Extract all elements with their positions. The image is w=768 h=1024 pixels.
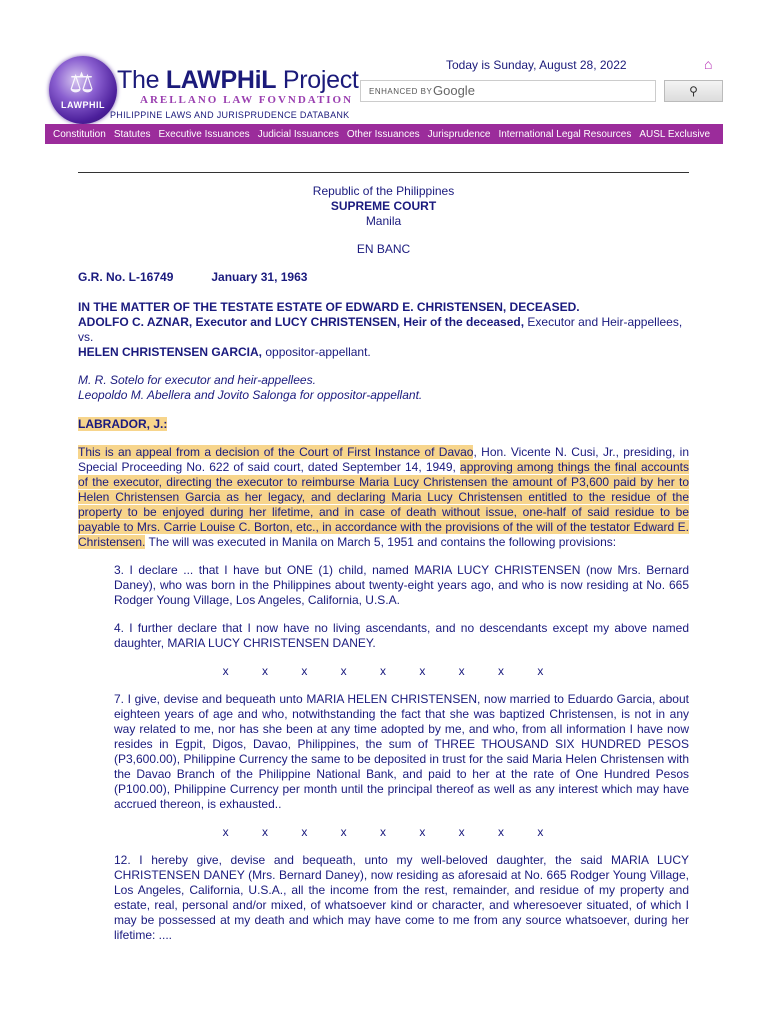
counsel-appellant: Leopoldo M. Abellera and Jovito Salonga for oppositor-appellant. bbox=[78, 388, 423, 402]
divider bbox=[78, 172, 689, 173]
nav-item-executive-issuances[interactable]: Executive Issuances bbox=[158, 128, 250, 140]
search-button[interactable] bbox=[664, 80, 723, 102]
provision-12: 12. I hereby give, devise and bequeath, unto my well-beloved daughter, the said MARIA LUCY CHRISTENSEN DANEY (Mrs. Bernard Daney), now residing as aforesaid at No. 665 Rodger Young Village, Los Angeles, California, U.S.A., all the income from the rest, remainder, and residue of my property and estate, real, personal and/or mixed, of whatsoever kind or character, and wheresoever situated, of which I may be possessed at my death and which may have come to me from any source whatsoever, during her lifetime: .... bbox=[114, 853, 689, 942]
ellipsis-separator: x x x x x x x x x bbox=[222, 664, 545, 678]
google-label: Google bbox=[433, 83, 475, 98]
logo-label: LAWPHIL bbox=[61, 100, 105, 110]
appellant-role: oppositor-appellant. bbox=[262, 345, 371, 359]
nav-item-other-issuances[interactable]: Other Issuances bbox=[346, 128, 420, 140]
appellant-name: HELEN CHRISTENSEN GARCIA, bbox=[78, 345, 263, 359]
highlight-1: This is an appeal from a decision of the Court of First Instance of Davao bbox=[78, 445, 474, 459]
title-post: Project bbox=[276, 66, 359, 94]
title-brand: LAWPHiL bbox=[165, 66, 277, 94]
enhanced-by-label: ENHANCED BY bbox=[369, 87, 433, 96]
court-city: Manila bbox=[365, 214, 402, 228]
opening-paragraph bbox=[78, 445, 689, 550]
scales-of-justice-icon: ⚖ bbox=[69, 66, 95, 99]
case-number-line bbox=[78, 270, 689, 285]
nav-item-statutes[interactable]: Statutes bbox=[113, 128, 151, 140]
ponente-name: LABRADOR, J.: bbox=[78, 417, 168, 431]
counsel-appellees: M. R. Sotelo for executor and heir-appellees. bbox=[78, 373, 316, 387]
nav-item-ausl-exclusive[interactable]: AUSL Exclusive bbox=[639, 128, 711, 140]
division: EN BANC bbox=[356, 242, 411, 256]
nav-item-international-legal-resources[interactable]: International Legal Resources bbox=[498, 128, 632, 140]
home-icon[interactable]: ⌂ bbox=[704, 56, 713, 72]
versus: vs. bbox=[78, 330, 94, 344]
provision-3: 3. I declare ... that I have but ONE (1) child, named MARIA LUCY CHRISTENSEN (now Mrs. Bernard Daney), who was born in the Philippines about twenty-eight years ago, and who is now residing at No. 665 Rodger Young Village, Los Angeles, California, U.S.A. bbox=[114, 563, 689, 607]
appellees-role: Executor and Heir-appellees, bbox=[524, 315, 683, 329]
appellees-names: ADOLFO C. AZNAR, Executor and LUCY CHRISTENSEN, Heir of the deceased, bbox=[78, 315, 525, 329]
text-1: , Hon. Vicente N. Cusi, Jr., presiding, in Special Proceeding No. 622 of said court, dated September 14, 1949, bbox=[78, 445, 689, 474]
nav-item-constitution[interactable]: Constitution bbox=[53, 128, 106, 140]
decision-date: January 31, 1963 bbox=[211, 270, 308, 284]
party-appellant bbox=[78, 345, 689, 360]
search-input[interactable] bbox=[360, 80, 656, 102]
decision-document bbox=[78, 180, 689, 943]
ponente bbox=[78, 417, 689, 432]
gr-number: G.R. No. L-16749 bbox=[78, 270, 174, 284]
today-date: Today is Sunday, August 28, 2022 bbox=[446, 58, 627, 72]
case-title: IN THE MATTER OF THE TESTATE ESTATE OF EDWARD E. CHRISTENSEN, DECEASED. bbox=[78, 300, 580, 314]
nav-item-jurisprudence[interactable]: Jurisprudence bbox=[427, 128, 491, 140]
nav-item-judicial-issuances[interactable]: Judicial Issuances bbox=[257, 128, 339, 140]
site-title[interactable] bbox=[117, 66, 359, 95]
text-2: The will was executed in Manila on March 5, 1951 and contains the following provisions: bbox=[145, 535, 617, 549]
title-pre: The bbox=[117, 66, 166, 94]
party-appellees bbox=[78, 315, 689, 330]
search-icon: ⚲ bbox=[689, 84, 698, 98]
foundation-name: ARELLANO LAW FOVNDATION bbox=[140, 94, 354, 106]
highlight-2: approving among things the final accounts of the executor, directing the executor to reimburse Maria Lucy Christensen the amount of P3,600 paid by her to Helen Christensen Garcia as her legacy, and declaring Maria Lucy Christensen entitled to the residue of the property to be enjoyed during her lifetime, and in case of death without issue, one-half of said residue to be payable to Mrs. Carrie Louise C. Borton, etc., in accordance with the provisions of the will of the testator Edward E. Christensen. bbox=[78, 460, 689, 549]
lawphil-logo[interactable] bbox=[49, 56, 117, 124]
site-tagline: PHILIPPINE LAWS AND JURISPRUDENCE DATABANK bbox=[110, 110, 350, 120]
ellipsis-separator: x x x x x x x x x bbox=[222, 825, 545, 839]
court-name: SUPREME COURT bbox=[330, 199, 437, 213]
main-nav bbox=[45, 124, 723, 144]
republic-line: Republic of the Philippines bbox=[312, 184, 455, 198]
provision-4: 4. I further declare that I now have no living ascendants, and no descendants except my above named daughter, MARIA LUCY CHRISTENSEN DANEY. bbox=[114, 621, 689, 650]
provision-7: 7. I give, devise and bequeath unto MARIA HELEN CHRISTENSEN, now married to Eduardo Garcia, about eighteen years of age and who, notwithstanding the fact that she was baptized Christensen, is not in any way related to me, nor has she been at any time adopted by me, and who, from all information I have now resides in Egpit, Digos, Davao, Philippines, the sum of THREE THOUSAND SIX HUNDRED PESOS (P3,600.00), Philippine Currency the same to be deposited in trust for the said Maria Helen Christensen with the Davao Branch of the Philippine National Bank, and paid to her at the rate of One Hundred Pesos (P100.00), Philippine Currency per month until the principal thereof as well as any interest which may have accrued thereon, is exhausted.. bbox=[114, 692, 689, 811]
